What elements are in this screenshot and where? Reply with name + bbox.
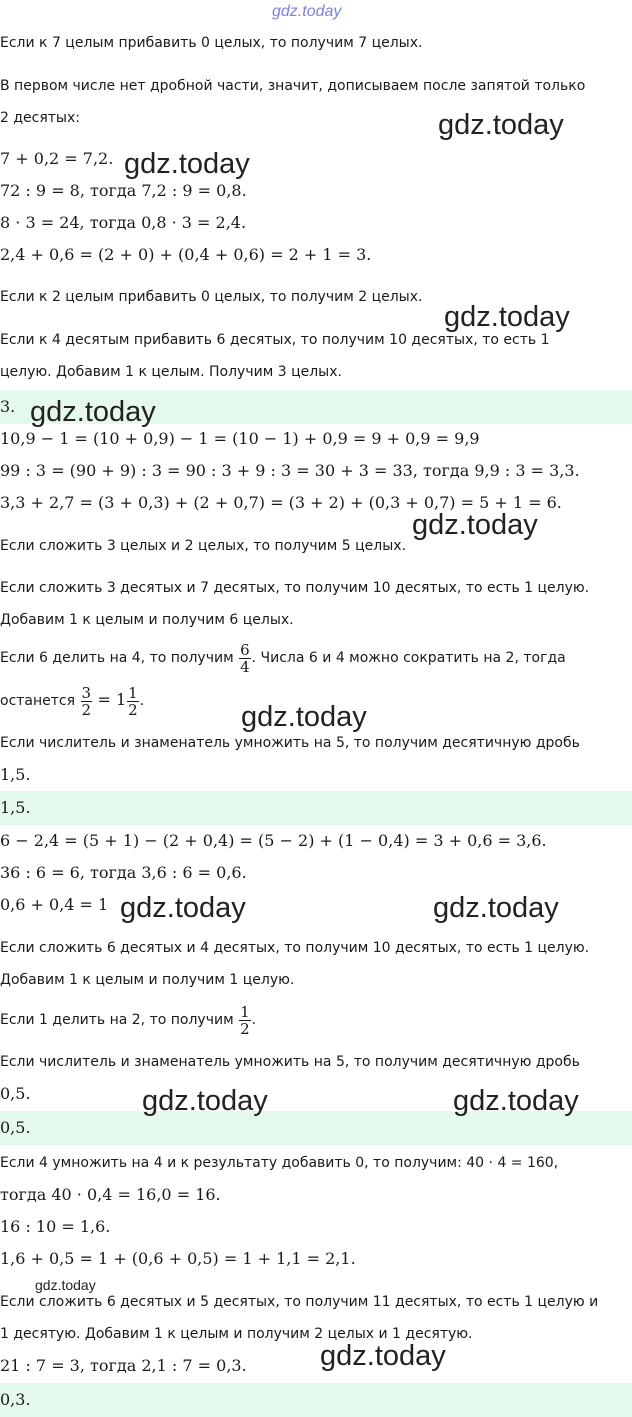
text-line-fraction: Если 1 делить на 2, то получим $\frac{1}{2}$ .: [0, 1002, 257, 1038]
watermark: gdz.today: [412, 509, 538, 541]
text-line: В первом числе нет дробной части, значит, дописываем после запятой только: [0, 78, 586, 94]
math-line: 2,4 + 0,6 = (2 + 0) + (0,4 + 0,6) = 2 + 1 = 3.: [0, 245, 372, 264]
text-line: Если сложить 3 десятых и 7 десятых, то получим 10 десятых, то есть 1 целую.: [0, 580, 590, 596]
text-line: целую. Добавим 1 к целым. Получим 3 целых.: [0, 364, 342, 380]
text-line: 2 десятых:: [0, 110, 80, 126]
text-part: Если 1 делить на 2, то получим: [0, 1012, 234, 1028]
watermark: gdz.today: [241, 701, 367, 733]
fraction: [81, 685, 93, 718]
math-line: 8 · 3 = 24, тогда 0,8 · 3 = 2,4.: [0, 213, 247, 232]
fraction-numerator: 1: [240, 1002, 250, 1021]
text-line: 1 десятую. Добавим 1 к целым и получим 2 целых и 1 десятую.: [0, 1326, 473, 1342]
fraction-denominator: 2: [240, 1019, 250, 1038]
text-part: останется: [0, 693, 76, 709]
watermark-top: gdz.today: [272, 3, 342, 20]
fraction-numerator: 1: [128, 683, 138, 702]
answer-line: [0, 1383, 632, 1417]
fraction: [239, 642, 251, 675]
fraction-numerator: 3: [81, 683, 92, 702]
fraction-denominator: 2: [128, 700, 138, 719]
math-line: 6 − 2,4 = (5 + 1) − (2 + 0,4) = (5 − 2) + (1 − 0,4) = 3 + 0,6 = 3,6.: [0, 831, 547, 850]
text-line: Если к 7 целым прибавить 0 целых, то получим 7 целых.: [0, 35, 423, 51]
answer-text: 0,3.: [0, 1390, 31, 1409]
text-line: Если числитель и знаменатель умножить на 5, то получим десятичную дробь: [0, 735, 580, 751]
text-line: Если сложить 3 целых и 2 целых, то получим 5 целых.: [0, 538, 407, 554]
fraction-denominator: 2: [81, 700, 92, 719]
text-line-fraction: [0, 636, 632, 680]
watermark: gdz.today: [35, 1277, 96, 1293]
math-line: 72 : 9 = 8, тогда 7,2 : 9 = 0,8.: [0, 181, 247, 200]
math-line: 99 : 3 = (90 + 9) : 3 = 90 : 3 + 9 : 3 = 30 + 3 = 33, тогда 9,9 : 3 = 3,3.: [0, 461, 580, 480]
text-line-fraction: останется $\frac{3}{2}$ = 1 $\frac{1}{2}$ .: [0, 683, 145, 719]
answer-line: [0, 791, 632, 825]
math-line: 3,3 + 2,7 = (3 + 0,3) + (2 + 0,7) = (3 + 2) + (0,3 + 0,7) = 5 + 1 = 6.: [0, 493, 562, 512]
fraction: [127, 685, 139, 718]
answer-text: 3.: [0, 397, 16, 416]
fraction-denominator: 4: [240, 657, 250, 676]
math-line: 0,6 + 0,4 = 1: [0, 895, 109, 914]
text-line: Если к 2 целым прибавить 0 целых, то получим 2 целых.: [0, 289, 423, 305]
fraction: [239, 1004, 251, 1037]
watermark: gdz.today: [438, 109, 564, 141]
equals-part: = 1: [97, 690, 127, 709]
math-line: 21 : 7 = 3, тогда 2,1 : 7 = 0,3.: [0, 1356, 247, 1375]
text-line: Если 4 умножить на 4 и к результату добавить 0, то получим: 40 · 4 = 160,: [0, 1155, 559, 1171]
text-line: Если числитель и знаменатель умножить на 5, то получим десятичную дробь: [0, 1054, 580, 1070]
watermark: gdz.today: [444, 301, 570, 333]
text-part: Если 6 делить на 4, то получим: [0, 650, 234, 666]
text-line: Если к 4 десятым прибавить 6 десятых, то получим 10 десятых, то есть 1: [0, 332, 550, 348]
math-line: 0,5.: [0, 1084, 31, 1103]
watermark: gdz.today: [453, 1085, 579, 1117]
text-line: Добавим 1 к целым и получим 6 целых.: [0, 612, 294, 628]
text-part: . Числа 6 и 4 можно сократить на 2, тогда: [251, 650, 566, 666]
watermark: gdz.today: [142, 1085, 268, 1117]
watermark: gdz.today: [433, 892, 559, 924]
math-line: 16 : 10 = 1,6.: [0, 1217, 111, 1236]
watermark: gdz.today: [120, 892, 246, 924]
text-line: Добавим 1 к целым и получим 1 целую.: [0, 972, 295, 988]
math-line: 36 : 6 = 6, тогда 3,6 : 6 = 0,6.: [0, 863, 247, 882]
math-line: 1,5.: [0, 765, 31, 784]
watermark: gdz.today: [320, 1340, 446, 1372]
math-line: 10,9 − 1 = (10 + 0,9) − 1 = (10 − 1) + 0,9 = 9 + 0,9 = 9,9: [0, 429, 480, 448]
answer-text: 0,5.: [0, 1118, 31, 1137]
watermark: gdz.today: [30, 396, 156, 428]
fraction-numerator: 6: [240, 640, 250, 659]
text-line: Если сложить 6 десятых и 5 десятых, то получим 11 десятых, то есть 1 целую и: [0, 1294, 599, 1310]
math-line: 7 + 0,2 = 7,2.: [0, 149, 114, 168]
watermark: gdz.today: [124, 148, 250, 180]
math-line: 1,6 + 0,5 = 1 + (0,6 + 0,5) = 1 + 1,1 = 2,1.: [0, 1249, 356, 1268]
text-line: Если сложить 6 десятых и 4 десятых, то получим 10 десятых, то есть 1 целую.: [0, 940, 590, 956]
answer-text: 1,5.: [0, 798, 31, 817]
math-line: тогда 40 · 0,4 = 16,0 = 16.: [0, 1185, 221, 1204]
